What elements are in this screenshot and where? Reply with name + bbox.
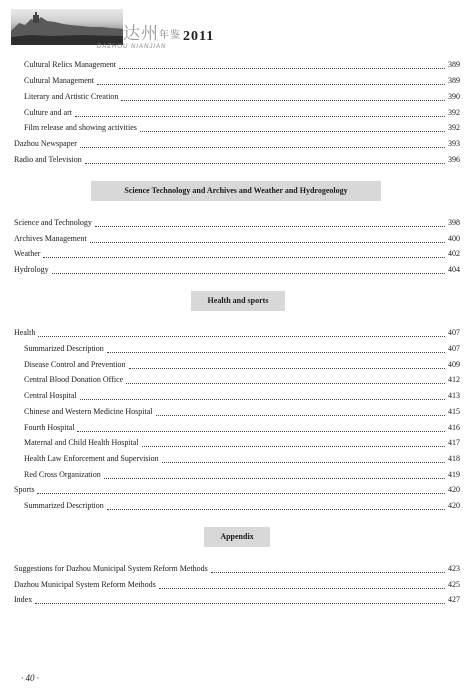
toc-entry-label: Cultural Management: [24, 76, 94, 85]
toc-entry-page: 407: [448, 344, 460, 353]
dot-leader: [43, 249, 445, 258]
header-photo: [11, 9, 123, 45]
toc-entry-page: 409: [448, 360, 460, 369]
dot-leader: [38, 328, 445, 337]
toc-entry[interactable]: [24, 58, 460, 72]
header-subtitle: DAZHOU NIANJIAN: [97, 44, 167, 50]
dot-leader: [35, 595, 445, 604]
dot-leader: [77, 423, 445, 432]
toc-entry[interactable]: [24, 90, 460, 104]
toc-entry-label: Science and Technology: [14, 218, 92, 227]
toc-entry-label: Literary and Artistic Creation: [24, 92, 119, 101]
header-year: 2011: [183, 29, 215, 44]
toc-entry-page: 415: [448, 407, 460, 416]
toc-entry[interactable]: [24, 405, 460, 419]
toc-entry-label: Summarized Description: [24, 501, 104, 510]
toc-entry-label: Red Cross Organization: [24, 470, 101, 479]
toc-entry-page: 416: [448, 423, 460, 432]
dot-leader: [107, 501, 445, 510]
toc-entry-page: 400: [448, 234, 460, 243]
toc-entry[interactable]: [24, 121, 460, 135]
toc-entry[interactable]: [24, 499, 460, 513]
toc-entry[interactable]: [14, 216, 460, 230]
toc-entry-page: 423: [448, 564, 460, 573]
toc-entry[interactable]: [14, 562, 460, 576]
toc-entry-page: 390: [448, 92, 460, 101]
dot-leader: [97, 76, 445, 85]
toc-entry[interactable]: [24, 452, 460, 466]
toc-entry-page: 420: [448, 485, 460, 494]
dot-leader: [104, 470, 445, 479]
toc-entry-label: Radio and Television: [14, 155, 82, 164]
toc-entry-page: 427: [448, 595, 460, 604]
toc-entry-page: 417: [448, 438, 460, 447]
toc-entry-page: 392: [448, 108, 460, 117]
toc-entry[interactable]: [24, 358, 460, 372]
dot-leader: [126, 375, 445, 384]
toc-entry[interactable]: [24, 373, 460, 387]
dot-leader: [159, 580, 445, 589]
yearbook-header: [11, 9, 215, 50]
toc-entry[interactable]: [14, 153, 460, 167]
toc-entry[interactable]: [24, 389, 460, 403]
dot-leader: [85, 155, 445, 164]
toc-entry-label: Summarized Description: [24, 344, 104, 353]
toc-entry[interactable]: [24, 106, 460, 120]
toc-entry-page: 392: [448, 123, 460, 132]
toc-entry-page: 393: [448, 139, 460, 148]
toc-entry-label: Index: [14, 595, 33, 604]
toc-entry[interactable]: [14, 137, 460, 151]
toc-entry-label: Film release and showing activities: [24, 123, 137, 132]
toc-entry[interactable]: [14, 247, 460, 261]
toc-entry-page: 420: [448, 501, 460, 510]
toc-entry-label: Suggestions for Dazhou Municipal System Reform Methods: [14, 564, 208, 573]
dot-leader: [52, 265, 445, 274]
dot-leader: [129, 360, 445, 369]
toc-entry[interactable]: [14, 483, 460, 497]
toc-entry-label: Disease Control and Prevention: [24, 360, 126, 369]
dot-leader: [121, 92, 445, 101]
toc-entry-label: Sports: [14, 485, 35, 494]
dot-leader: [95, 218, 445, 227]
toc-entry[interactable]: [24, 421, 460, 435]
toc-entry-page: 389: [448, 60, 460, 69]
dot-leader: [75, 108, 445, 117]
dot-leader: [107, 344, 445, 353]
toc-entry[interactable]: [14, 232, 460, 246]
toc-entry-page: 418: [448, 454, 460, 463]
dot-leader: [90, 234, 445, 243]
toc-entry-label: Central Hospital: [24, 391, 77, 400]
toc-entry[interactable]: [24, 468, 460, 482]
toc-entry-label: Dazhou Municipal System Reform Methods: [14, 580, 156, 589]
toc-entry[interactable]: [24, 74, 460, 88]
section-heading: Health and sports: [191, 291, 285, 311]
toc-entry-label: Central Blood Donation Office: [24, 375, 124, 384]
toc-entry-page: 413: [448, 391, 460, 400]
toc-entry[interactable]: [14, 263, 460, 277]
toc-entry-label: Health: [14, 328, 36, 337]
dot-leader: [211, 564, 445, 573]
toc-entry-page: 402: [448, 249, 460, 258]
toc-entry-page: 396: [448, 155, 460, 164]
toc-entry[interactable]: [14, 578, 460, 592]
toc-entry-label: Fourth Hospital: [24, 423, 75, 432]
toc-entry-label: Dazhou Newspaper: [14, 139, 77, 148]
dot-leader: [142, 438, 445, 447]
toc-entry-label: Culture and art: [24, 108, 72, 117]
toc-entry-page: 407: [448, 328, 460, 337]
toc-entry-page: 389: [448, 76, 460, 85]
section-heading: Science Technology and Archives and Weather and Hydrogeology: [91, 181, 381, 201]
dot-leader: [37, 485, 445, 494]
dot-leader: [80, 139, 445, 148]
toc-entry-page: 404: [448, 265, 460, 274]
toc-entry-label: Weather: [14, 249, 41, 258]
section-heading: Appendix: [204, 527, 270, 547]
dot-leader: [156, 407, 445, 416]
toc-entry-label: Cultural Relics Management: [24, 60, 116, 69]
toc-entry-page: 419: [448, 470, 460, 479]
header-suffix-cn: 年鉴: [159, 30, 181, 41]
toc-entry-page: 412: [448, 375, 460, 384]
toc-entry-label: Hydrology: [14, 265, 49, 274]
toc-entry[interactable]: [14, 326, 460, 340]
toc-entry-label: Maternal and Child Health Hospital: [24, 438, 139, 447]
dot-leader: [162, 454, 445, 463]
toc-entry[interactable]: [14, 593, 460, 607]
toc-entry-label: Health Law Enforcement and Supervision: [24, 454, 159, 463]
toc-entry[interactable]: [24, 436, 460, 450]
toc-entry-label: Archives Management: [14, 234, 87, 243]
dot-leader: [119, 60, 445, 69]
toc-entry[interactable]: [24, 342, 460, 356]
toc-entry-label: Chinese and Western Medicine Hospital: [24, 407, 153, 416]
toc-entry-page: 398: [448, 218, 460, 227]
toc-entry-page: 425: [448, 580, 460, 589]
header-title-cn: 达州: [123, 24, 159, 44]
dot-leader: [80, 391, 445, 400]
page-number: · 40 ·: [21, 673, 39, 683]
dot-leader: [140, 123, 445, 132]
